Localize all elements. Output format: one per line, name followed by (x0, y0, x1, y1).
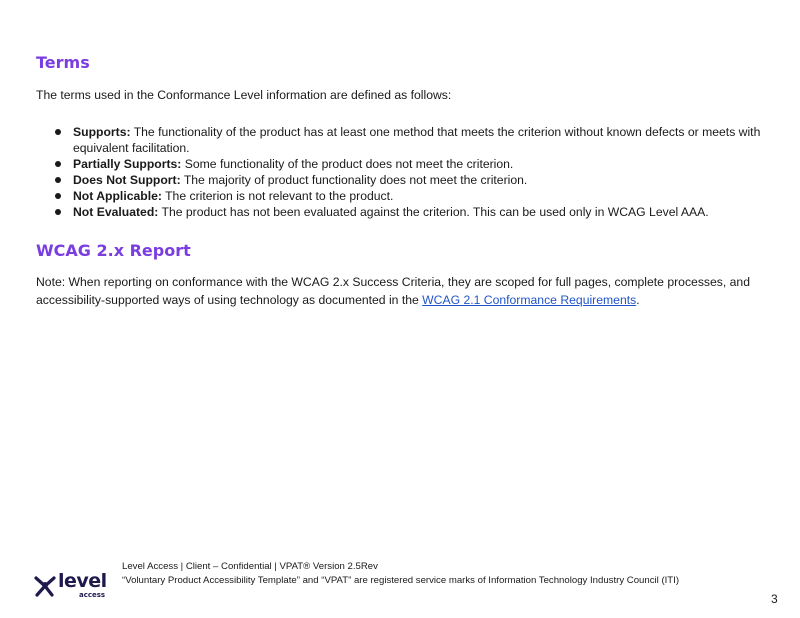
page-number: 3 (771, 592, 778, 606)
list-item (55, 124, 765, 156)
terms-intro: The terms used in the Conformance Level information are defined as follows: (36, 88, 452, 102)
wcag-report-heading: WCAG 2.x Report (36, 241, 191, 260)
terms-heading: Terms (36, 53, 90, 72)
wcag-conformance-link[interactable]: WCAG 2.1 Conformance Requirements (422, 293, 637, 307)
bullet-icon (55, 161, 61, 167)
term-label: Partially Supports: (73, 157, 182, 171)
terms-list (55, 124, 765, 220)
term-label: Not Applicable: (73, 189, 162, 203)
term-label: Does Not Support: (73, 173, 181, 187)
bullet-icon (55, 209, 61, 215)
list-item (55, 188, 765, 204)
term-definition: The majority of product functionality does not meet the criterion. (180, 173, 528, 187)
term-label: Not Evaluated: (73, 205, 159, 219)
wcag-note-end: . (636, 293, 640, 307)
footer-line-2: “Voluntary Product Accessibility Template” and “VPAT” are registered service marks of Information Technology Industry Council (ITI) (122, 575, 680, 586)
wcag-note-text: Note: When reporting on conformance with the WCAG 2.x Success Criteria, they are scoped for full pages, complete processes, and accessibility-supported ways of using technology as documented in the (36, 275, 750, 307)
term-definition: Some functionality of the product does not meet the criterion. (181, 157, 514, 171)
term-definition: The criterion is not relevant to the product. (161, 189, 394, 203)
bullet-icon (55, 193, 61, 199)
term-definition: The product has not been evaluated against the criterion. This can be used only in WCAG Level AAA. (158, 205, 709, 219)
footer-line-1: Level Access | Client – Confidential | VPAT® Version 2.5Rev (122, 561, 378, 572)
list-item (55, 172, 765, 188)
list-item (55, 204, 765, 220)
bullet-icon (55, 177, 61, 183)
logo-subtitle: access (79, 591, 106, 599)
logo-wordmark: level (58, 570, 107, 592)
term-definition: The functionality of the product has at least one method that meets the criterion without known defects or meets with equivalent facilitation. (73, 125, 761, 155)
bullet-icon (55, 129, 61, 135)
list-item (55, 156, 765, 172)
level-access-logo (33, 570, 111, 601)
level-access-mark-icon (33, 574, 57, 598)
wcag-note (36, 273, 766, 309)
term-label: Supports: (73, 125, 131, 139)
